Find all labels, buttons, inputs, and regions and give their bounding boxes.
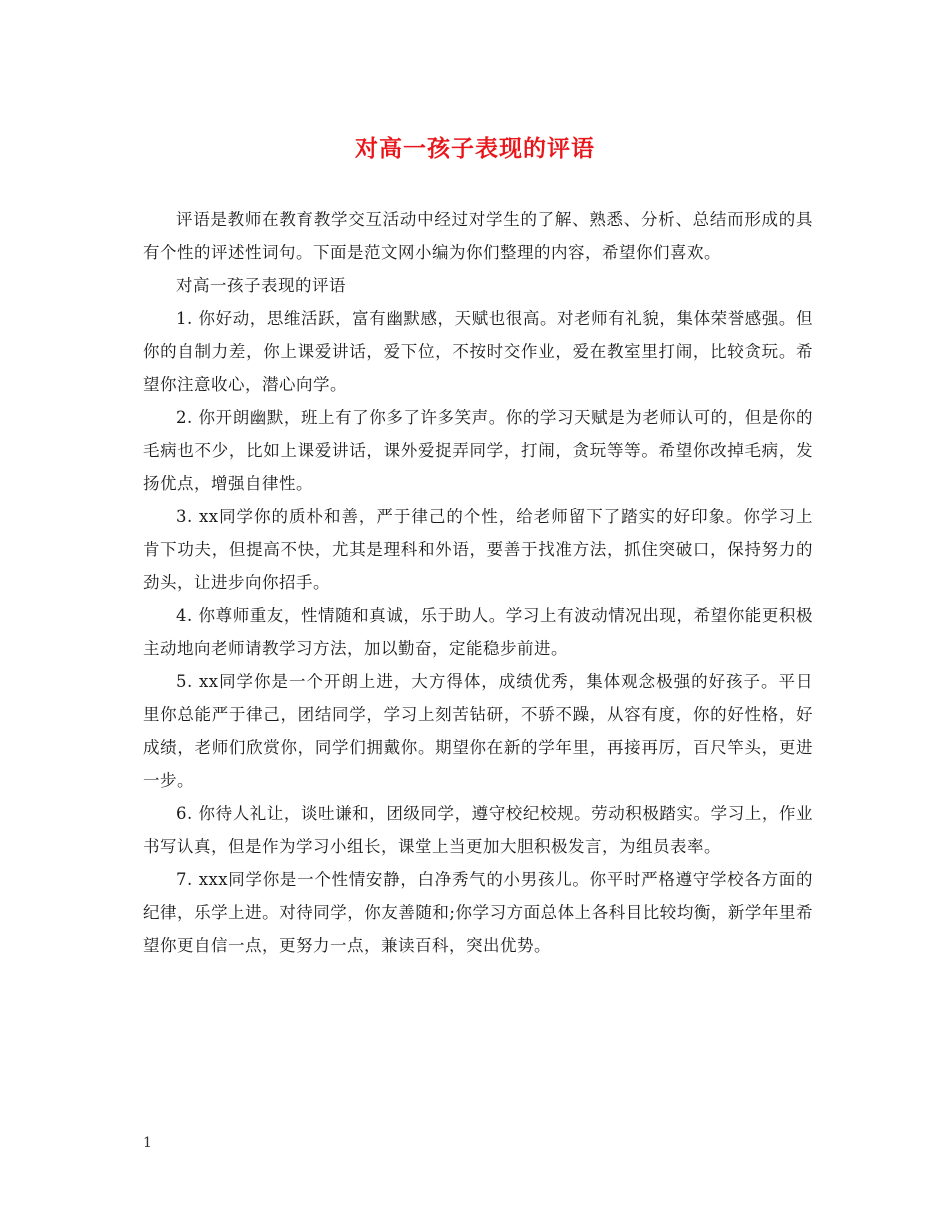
- document-body: [143, 203, 813, 962]
- comment-paragraph-1: 1. 你好动，思维活跃，富有幽默感，天赋也很高。对老师有礼貌，集体荣誉感强。但你的自制力差，你上课爱讲话，爱下位，不按时交作业，爱在教室里打闹，比较贪玩。希望你注意收心，潜心向学。: [143, 309, 813, 394]
- comment-paragraph-4: 4. 你尊师重友，性情随和真诚，乐于助人。学习上有波动情况出现，希望你能更积极主动地向老师请教学习方法，加以勤奋，定能稳步前进。: [143, 606, 813, 658]
- comment-paragraph-5: 5. xx同学你是一个开朗上进，大方得体，成绩优秀，集体观念极强的好孩子。平日里你总能严于律己，团结同学，学习上刻苦钻研，不骄不躁，从容有度，你的好性格，好成绩，老师们欣赏你，同学们拥戴你。期望你在新的学年里，再接再厉，百尺竿头，更进一步。: [143, 672, 813, 790]
- intro-paragraph: 评语是教师在教育教学交互活动中经过对学生的了解、熟悉、分析、总结而形成的具有个性的评述性词句。下面是范文网小编为你们整理的内容，希望你们喜欢。: [143, 210, 813, 262]
- comment-paragraph-6: 6. 你待人礼让，谈吐谦和，团级同学，遵守校纪校规。劳动积极踏实。学习上，作业书写认真，但是作为学习小组长，课堂上当更加大胆积极发言，为组员表率。: [143, 804, 813, 856]
- comment-paragraph-2: 2. 你开朗幽默，班上有了你多了许多笑声。你的学习天赋是为老师认可的，但是你的毛病也不少，比如上课爱讲话，课外爱捉弄同学，打闹，贪玩等等。希望你改掉毛病，发扬优点，增强自律性。: [143, 408, 813, 493]
- comment-paragraph-7: 7. xxx同学你是一个性情安静，白净秀气的小男孩儿。你平时严格遵守学校各方面的纪律，乐学上进。对待同学，你友善随和;你学习方面总体上各科目比较均衡，新学年里希望你更自信一点，更努力一点，兼读百科，突出优势。: [143, 870, 813, 955]
- document-title: 对高一孩子表现的评语: [355, 135, 595, 162]
- page-number: 1: [143, 1135, 152, 1151]
- section-heading: 对高一孩子表现的评语: [176, 276, 346, 295]
- comment-paragraph-3: 3. xx同学你的质朴和善，严于律己的个性，给老师留下了踏实的好印象。你学习上肯下功夫，但提高不快，尤其是理科和外语，要善于找准方法，抓住突破口，保持努力的劲头，让进步向你招手。: [143, 507, 813, 592]
